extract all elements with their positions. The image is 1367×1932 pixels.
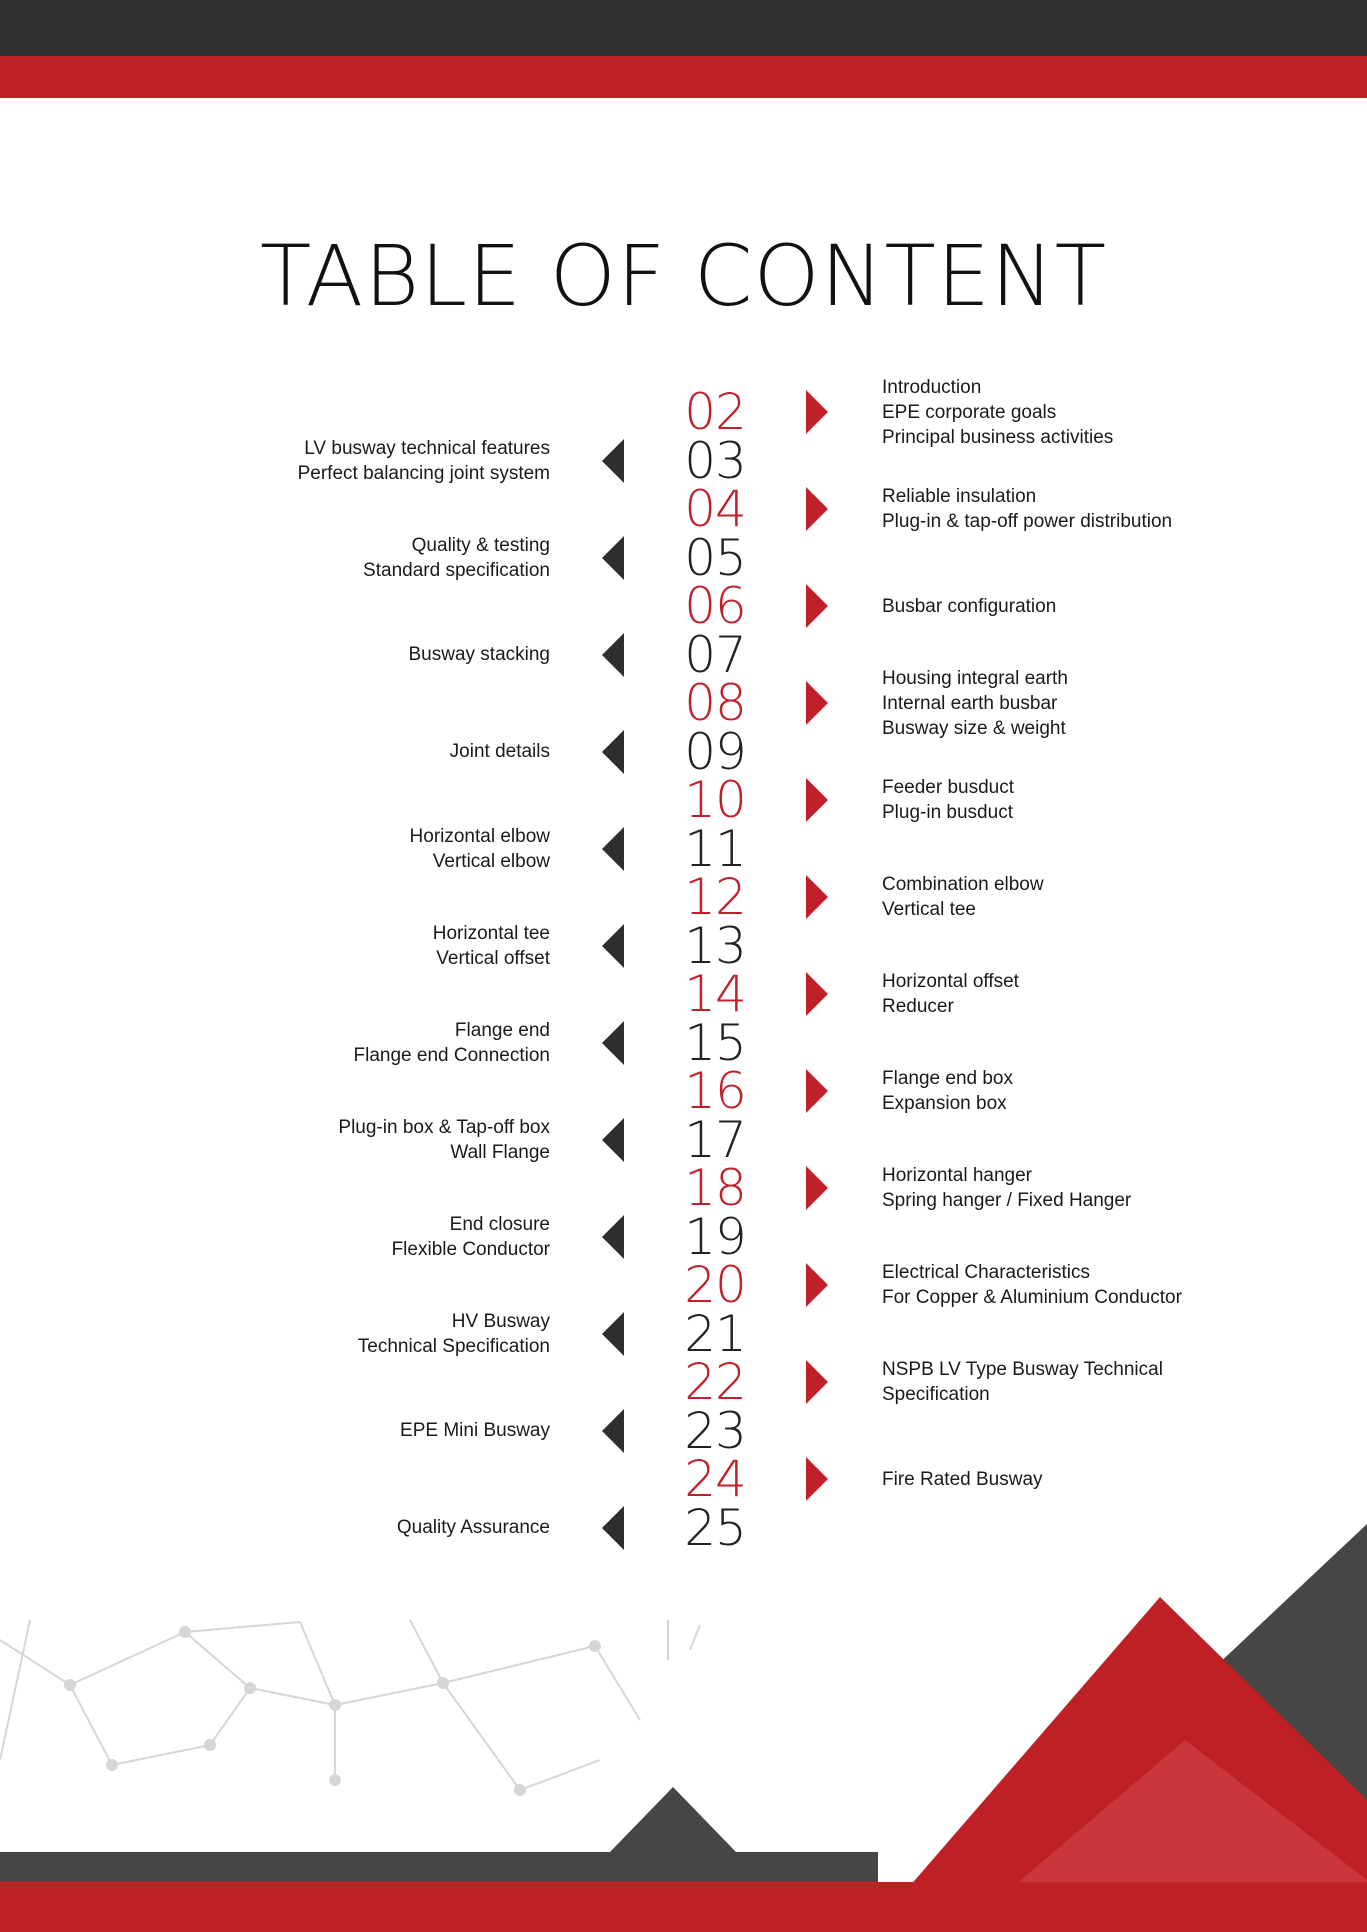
page-number: 13 [684,916,746,975]
toc-entry-line: Plug-in box & Tap-off box [338,1116,550,1138]
toc-entry-line: Flange end box [882,1068,1013,1089]
toc-entry-line: NSPB LV Type Busway Technical [882,1359,1163,1380]
toc-entry-label [200,739,550,764]
toc-entry-label [882,375,1352,450]
toc-entry-line: Technical Specification [357,1335,550,1357]
toc-entry-label [882,1163,1352,1213]
page-number: 17 [684,1110,746,1169]
toc-entry-line: Standard specification [363,559,550,581]
toc-entry-line: Vertical offset [436,947,550,969]
footer-decoration [0,1400,1367,1932]
toc-entry-label [882,666,1352,741]
arrow-right-icon [806,1069,828,1113]
toc-entry-line: Horizontal offset [882,971,1019,992]
toc-entry-label [882,872,1352,922]
toc-entry-line: Vertical tee [882,899,976,920]
toc-entry-line: Principal business activities [882,426,1114,448]
toc-entry-line: EPE corporate goals [882,401,1057,423]
toc-entry-label [882,775,1352,825]
toc-entry-label [200,824,550,874]
page-number: 07 [684,625,746,684]
toc-entry-line: End closure [449,1213,550,1235]
arrow-left-icon [602,924,624,968]
toc-entry-line: Housing integral earth [882,667,1068,689]
toc-entry-line: HV Busway [451,1310,550,1332]
toc-entry-label [882,1066,1352,1116]
toc-entry-line: Combination elbow [882,874,1044,895]
arrow-right-icon [806,1166,828,1210]
page-number: 15 [684,1013,746,1072]
toc-entry-label [882,969,1352,1019]
arrow-left-icon [602,1021,624,1065]
page-number: 14 [684,965,746,1023]
toc-entry-line: Plug-in busduct [882,802,1013,823]
page-number: 08 [684,674,746,732]
arrow-left-icon [602,1312,624,1356]
arrow-right-icon [806,584,828,628]
arrow-right-icon [806,390,828,434]
toc-entry-label [882,594,1352,619]
toc-entry-line: Quality & testing [411,534,550,556]
toc-entry-line: Introduction [882,376,982,398]
page-number: 18 [684,1159,746,1217]
toc-entry-label [200,1309,550,1359]
toc-entry-label [200,1115,550,1165]
toc-entry-line: Plug-in & tap-off power distribution [882,511,1173,532]
toc-entry-line: LV busway technical features [304,437,550,459]
dark-triangle-bottom [610,1787,736,1852]
arrow-right-icon [806,487,828,531]
arrow-right-icon [806,1263,828,1307]
toc-entry-line: Horizontal hanger [882,1165,1032,1186]
page-number: 04 [684,480,746,538]
toc-entry-label [200,533,550,583]
toc-entry-line: Reliable insulation [882,486,1037,507]
arrow-right-icon [806,778,828,822]
page-number: 05 [684,528,746,587]
toc-entry-line: Wall Flange [450,1141,550,1163]
toc-entry-label [200,642,550,667]
arrow-left-icon [602,730,624,774]
page-number: 11 [684,819,746,878]
toc-entry-line: Flange end Connection [353,1044,550,1066]
page-title: TABLE OF CONTENT [259,227,1108,325]
arrow-right-icon [806,972,828,1016]
toc-entry-label [200,1212,550,1262]
page-number: 22 [684,1353,746,1411]
arrow-left-icon [602,1215,624,1259]
arrow-right-icon [806,875,828,919]
page-number: 03 [684,431,746,490]
toc-entry-line: Flange end [454,1019,550,1041]
toc-entry-line: Feeder busduct [882,777,1015,798]
toc-entry-label [882,484,1352,534]
toc-entry-line: EPE Mini Busway [400,1420,550,1441]
page-number: 19 [684,1207,746,1266]
toc-entry-line: Horizontal elbow [409,825,550,847]
toc-entry-label [200,1018,550,1068]
page-number: 24 [684,1450,746,1508]
arrow-left-icon [602,1118,624,1162]
page-number: 25 [684,1498,746,1557]
arrow-right-icon [806,1360,828,1404]
toc-entry-line: Quality Assurance [396,1517,550,1538]
arrow-right-icon [806,681,828,725]
toc-entry-line: Busbar configuration [882,595,1057,617]
toc-entry-line: Electrical Characteristics [882,1262,1090,1283]
toc-entry-line: Expansion box [882,1093,1007,1114]
page-number: 16 [684,1062,746,1120]
page-number: 10 [684,771,746,829]
toc-entry-line: For Copper & Aluminium Conductor [882,1287,1182,1308]
toc-entry-label [882,1260,1352,1310]
page-number: 02 [684,383,746,441]
bottom-dark-band [0,1852,878,1882]
toc-entry-line: Fire Rated Busway [882,1468,1043,1490]
page-number: 09 [684,722,746,781]
toc-entry-line: Perfect balancing joint system [297,462,550,484]
toc-entry-line: Spring hanger / Fixed Hanger [882,1190,1132,1211]
toc-entry-line: Internal earth busbar [882,692,1058,714]
page-number: 20 [684,1256,746,1314]
toc-entry-line: Joint details [449,741,550,762]
toc-entry-line: Flexible Conductor [391,1238,550,1260]
toc-entry-line: Reducer [882,996,954,1017]
toc-entry-line: Horizontal tee [432,922,550,944]
toc-entry-line: Busway size & weight [882,717,1066,739]
toc-entry-label [200,436,550,486]
toc-entry-line: Busway stacking [408,644,550,665]
toc-entry-line: Specification [882,1384,990,1405]
bottom-red-band [0,1882,1367,1932]
page-number: 06 [684,577,746,635]
arrow-left-icon [602,439,624,483]
toc-entry-label [200,921,550,971]
page-number: 23 [684,1401,746,1460]
page-number: 21 [684,1304,746,1363]
arrow-left-icon [602,633,624,677]
toc-entry-line: Vertical elbow [432,850,550,872]
page-number: 12 [684,868,746,926]
arrow-left-icon [602,827,624,871]
arrow-left-icon [602,536,624,580]
